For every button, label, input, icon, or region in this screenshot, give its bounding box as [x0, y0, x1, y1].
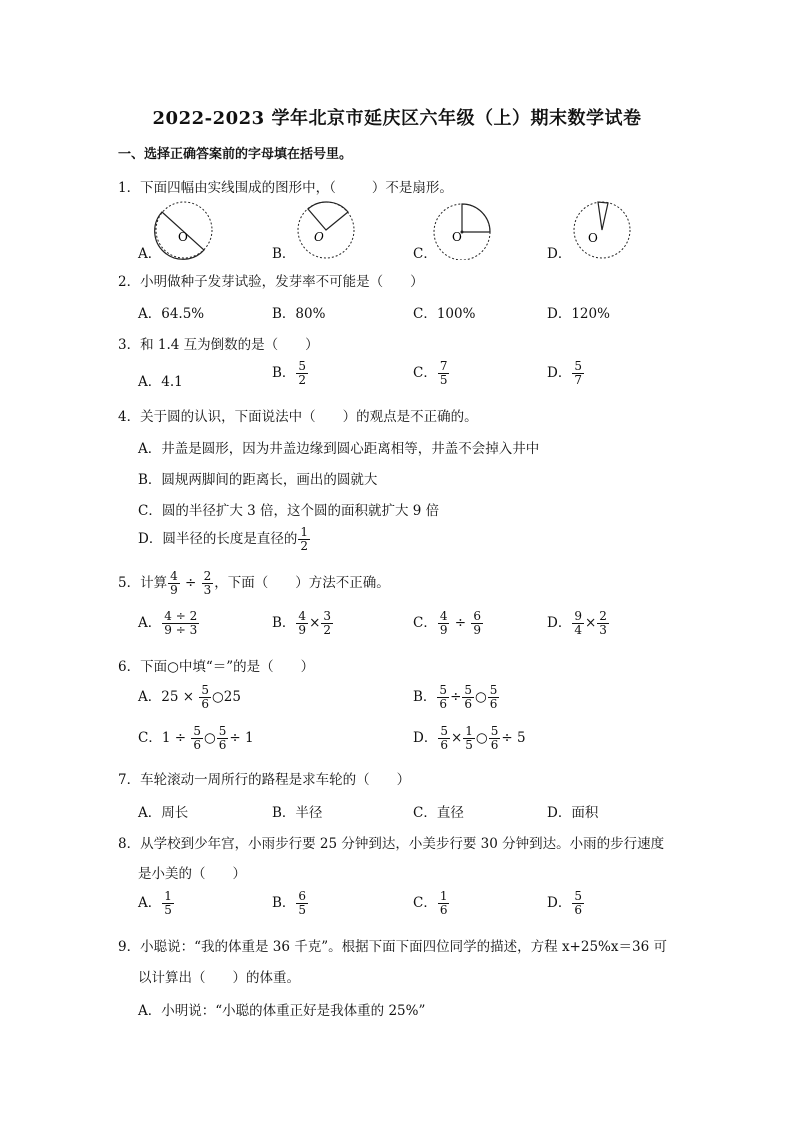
- q5-option-d[interactable]: D． $\frac{9}{4}$ × $\frac{2}{3}$: [547, 609, 607, 637]
- q7-option-d[interactable]: D．面积: [547, 805, 599, 821]
- q4-option-d[interactable]: D．圆半径的长度是直径的 $\frac{1}{2}$: [138, 525, 308, 553]
- q1-option-b[interactable]: B．: [272, 246, 296, 262]
- center-label-d: O: [588, 231, 598, 245]
- fraction: $\frac{7}{5}$: [439, 359, 448, 387]
- fraction: $\frac{5}{2}$: [298, 359, 307, 387]
- q8-option-c[interactable]: C． $\frac{1}{6}$: [413, 889, 448, 917]
- page-title: 2022-2023 学年北京市延庆区六年级（上）期末数学试卷: [152, 108, 642, 129]
- question-7: 7．车轮滚动一周所行的路程是求车轮的（ ）: [118, 772, 411, 788]
- q3-option-c[interactable]: C． $\frac{7}{5}$: [413, 359, 448, 387]
- q2-option-d[interactable]: D．120%: [547, 306, 610, 322]
- q6-option-a[interactable]: A．25 × $\frac{5}{6}$ ○25: [138, 683, 241, 711]
- section-heading: 一、选择正确答案前的字母填在括号里。: [118, 147, 353, 162]
- question-9-line2: 以计算出（ ）的体重。: [138, 970, 300, 986]
- q4-option-c[interactable]: C．圆的半径扩大 3 倍，这个圆的面积就扩大 9 倍: [138, 503, 440, 519]
- question-4: 4．关于圆的认识，下面说法中（ ）的观点是不正确的。: [118, 409, 478, 425]
- sector-figure-a: [148, 200, 220, 260]
- question-1: 1．下面四幅由实线围成的图形中，（ ）不是扇形。: [118, 180, 453, 196]
- question-8-line1: 8．从学校到少年宫，小雨步行要 25 分钟到达，小美步行要 30 分钟到达。小雨的步行速度: [118, 836, 665, 852]
- q7-option-a[interactable]: A．周长: [138, 805, 189, 821]
- q1-option-a[interactable]: A．: [138, 246, 162, 262]
- q3-option-d[interactable]: D． $\frac{5}{7}$: [547, 359, 582, 387]
- q8-option-a[interactable]: A． $\frac{1}{5}$: [138, 889, 172, 917]
- question-3: 3．和 1.4 互为倒数的是（ ）: [118, 337, 319, 353]
- question-8-line2: 是小美的（ ）: [138, 866, 246, 882]
- q5-option-b[interactable]: B． $\frac{4}{9}$ × $\frac{3}{2}$: [272, 609, 332, 637]
- q6-option-d[interactable]: D． $\frac{5}{6}$ × $\frac{1}{5}$ ○ $\frac{5}{6}$ ÷ 5: [413, 724, 526, 752]
- fraction: $\frac{5}{7}$: [574, 359, 582, 387]
- question-9-line1: 9．小聪说：“我的体重是 36 千克”。根据下面下面四位同学的描述，方程 x+25%x＝36 可: [118, 939, 667, 955]
- sector-figure-d: [566, 200, 638, 260]
- center-label-a: O: [178, 230, 188, 244]
- q6-option-c[interactable]: C．1 ÷ $\frac{5}{6}$ ○ $\frac{5}{6}$ ÷ 1: [138, 724, 254, 752]
- question-6: 6．下面○中填“＝”的是（ ）: [118, 659, 315, 675]
- q7-option-c[interactable]: C．直径: [413, 805, 464, 821]
- sector-figure-b: [290, 200, 362, 260]
- q5-option-c[interactable]: C． $\frac{4}{9}$ ÷ $\frac{6}{9}$: [413, 609, 482, 637]
- q2-option-b[interactable]: B．80%: [272, 306, 326, 322]
- q5-option-a[interactable]: A． $\frac{4 \div 2}{9 \div 3}$: [138, 609, 198, 637]
- q4-option-b[interactable]: B．圆规两脚间的距离长，画出的圆就大: [138, 472, 378, 488]
- q3-option-b[interactable]: B． $\frac{5}{2}$: [272, 359, 307, 387]
- q6-option-b[interactable]: B． $\frac{5}{6}$ ÷ $\frac{5}{6}$ ○ $\frac{5}{6}$: [413, 683, 498, 711]
- center-label-b: O: [314, 230, 324, 244]
- q8-option-b[interactable]: B． $\frac{6}{5}$: [272, 889, 307, 917]
- q9-option-a[interactable]: A．小明说：“小聪的体重正好是我体重的 25%”: [138, 1003, 426, 1019]
- q1-option-d[interactable]: D．: [547, 246, 572, 262]
- q8-option-d[interactable]: D． $\frac{5}{6}$: [547, 889, 582, 917]
- question-5: 5．计算 $\frac{4}{9}$ ÷ $\frac{2}{3}$ ，下面（ ）方法不正确。: [118, 569, 390, 597]
- q3-option-a[interactable]: A．4.1: [138, 374, 183, 390]
- q4-option-a[interactable]: A．井盖是圆形，因为井盖边缘到圆心距离相等，井盖不会掉入井中: [138, 441, 540, 457]
- q2-option-a[interactable]: A．64.5%: [138, 306, 205, 322]
- q7-option-b[interactable]: B．半径: [272, 805, 323, 821]
- question-2: 2．小明做种子发芽试验，发芽率不可能是（ ）: [118, 274, 424, 290]
- q2-option-c[interactable]: C．100%: [413, 306, 476, 322]
- center-label-c: O: [452, 230, 462, 244]
- sector-figure-c: [428, 200, 500, 260]
- q1-option-c[interactable]: C．: [413, 246, 437, 262]
- fraction: $\frac{1}{2}$: [300, 525, 308, 553]
